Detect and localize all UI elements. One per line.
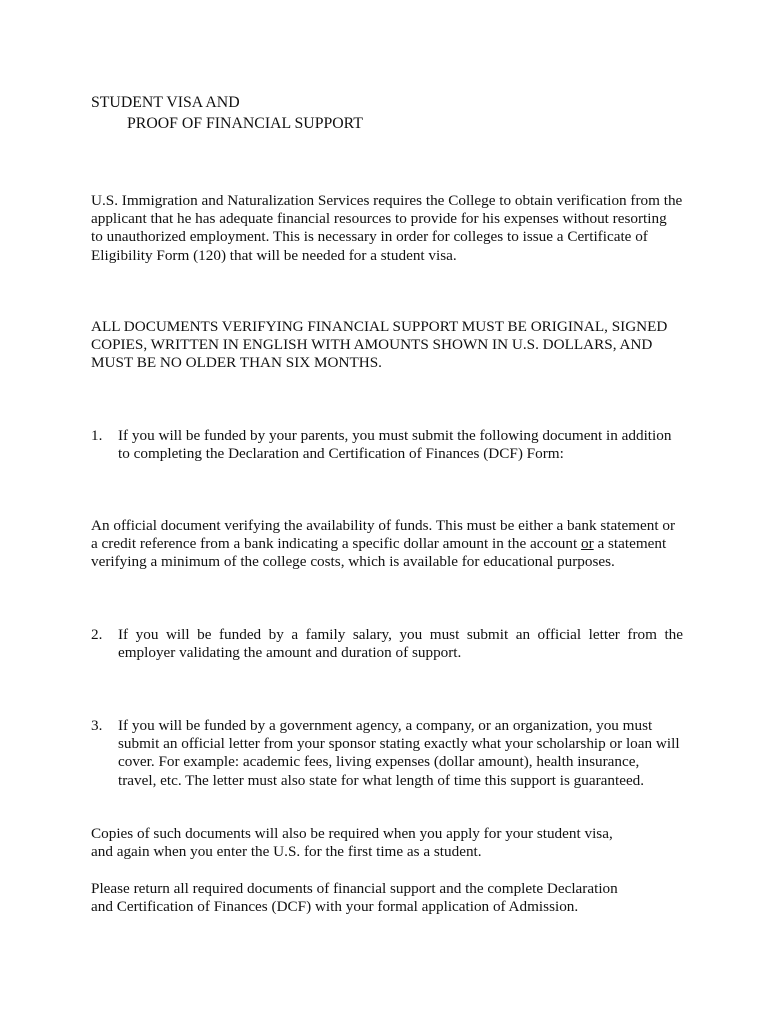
- intro-line: Eligibility Form (120) that will be needed for a student visa.: [91, 246, 457, 264]
- list-item-text: [118, 717, 683, 790]
- list-item-line: If you will be funded by a government agency, a company, or an organization, you must: [118, 717, 653, 734]
- copies-line: Copies of such documents will also be required when you apply for your student visa,: [91, 825, 613, 842]
- return-line: and Certification of Finances (DCF) with your formal application of Admission.: [91, 898, 579, 916]
- official-line: An official document verifying the availability of funds. This must be either a bank statement or: [91, 517, 676, 534]
- official-document-paragraph: [91, 517, 683, 572]
- list-item-line: cover. For example: academic fees, living expenses (dollar amount), health insurance,: [118, 753, 640, 771]
- intro-line: U.S. Immigration and Naturalization Services requires the College to obtain verification from the: [91, 192, 683, 209]
- list-item-1: [91, 427, 683, 463]
- requirements-line: ALL DOCUMENTS VERIFYING FINANCIAL SUPPORT MUST BE ORIGINAL, SIGNED: [91, 318, 668, 335]
- official-line-part: a statement: [593, 535, 667, 553]
- intro-paragraph: [91, 192, 683, 265]
- list-item-line: submit an official letter from your sponsor stating exactly what your scholarship or loan will: [118, 735, 680, 753]
- title-line-2: PROOF OF FINANCIAL SUPPORT: [127, 115, 363, 132]
- title-line-1: STUDENT VISA AND: [91, 94, 240, 111]
- list-item-line: If you will be funded by a family salary, you must submit an official letter from the: [118, 626, 683, 643]
- requirements-line: COPIES, WRITTEN IN ENGLISH WITH AMOUNTS SHOWN IN U.S. DOLLARS, AND: [91, 336, 653, 354]
- official-line-part: a credit reference from a bank indicating a specific dollar amount in the account: [91, 535, 581, 553]
- list-item-line: travel, etc. The letter must also state for what length of time this support is guaranteed.: [118, 771, 645, 789]
- list-item-line: to completing the Declaration and Certification of Finances (DCF) Form:: [118, 445, 564, 463]
- list-item-line: If you will be funded by your parents, you must submit the following document in addition: [118, 427, 672, 444]
- requirements-line: MUST BE NO OLDER THAN SIX MONTHS.: [91, 354, 382, 372]
- return-paragraph: [91, 880, 683, 916]
- list-item-text: [118, 427, 683, 463]
- official-line: verifying a minimum of the college costs, which is available for educational purposes.: [91, 553, 615, 571]
- list-item-line: employer validating the amount and duration of support.: [118, 644, 462, 662]
- requirements-paragraph: [91, 318, 683, 373]
- list-item-3: [91, 717, 683, 790]
- intro-line: applicant that he has adequate financial resources to provide for his expenses without resorting: [91, 210, 667, 228]
- list-number: 3.: [91, 717, 103, 734]
- copies-paragraph: [91, 825, 683, 861]
- list-item-2: [91, 626, 683, 662]
- official-line: [91, 535, 683, 553]
- return-line: Please return all required documents of financial support and the complete Declaration: [91, 880, 618, 897]
- list-number: 1.: [91, 427, 103, 444]
- list-number: 2.: [91, 626, 103, 643]
- list-item-text: [118, 626, 683, 662]
- copies-line: and again when you enter the U.S. for the first time as a student.: [91, 843, 482, 861]
- underlined-or: or: [581, 535, 594, 553]
- intro-line: to unauthorized employment. This is necessary in order for colleges to issue a Certificate of: [91, 228, 648, 246]
